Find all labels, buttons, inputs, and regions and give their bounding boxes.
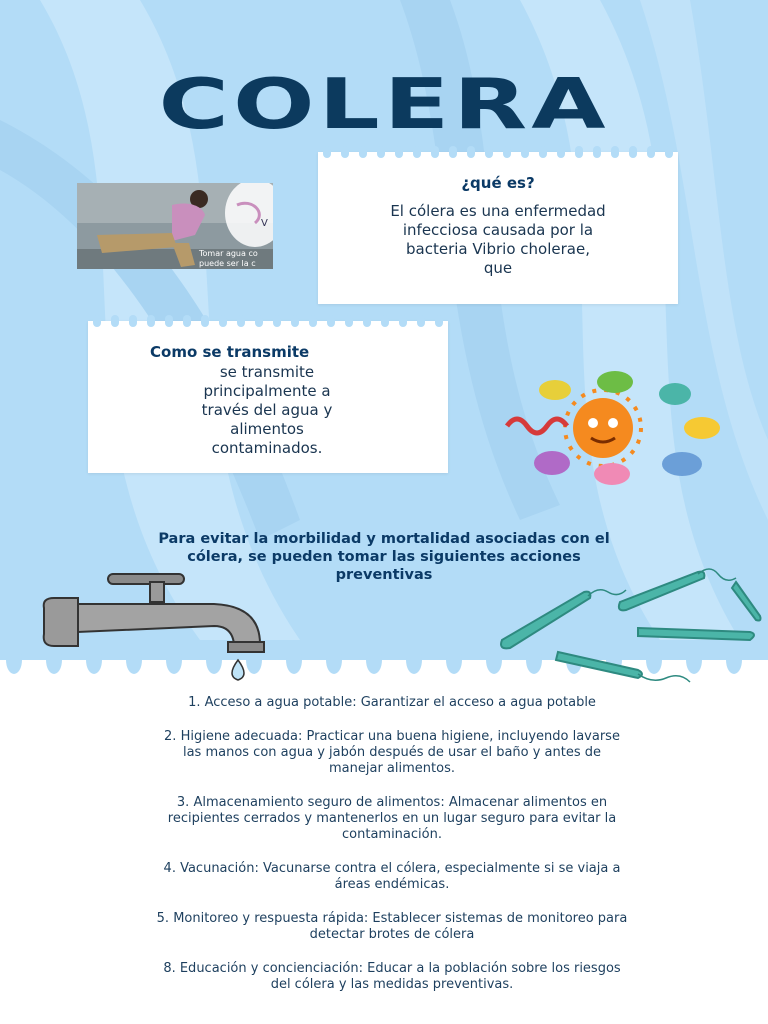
vibrio-bacteria-illustration bbox=[488, 562, 764, 708]
faucet-illustration bbox=[38, 568, 268, 686]
transmite-line: se transmite bbox=[219, 363, 315, 381]
photo-badge: V bbox=[261, 218, 268, 229]
transmite-line: través del agua y bbox=[201, 401, 333, 419]
germ-purple-icon bbox=[534, 451, 570, 475]
card-que-es bbox=[318, 152, 678, 304]
card-holes bbox=[318, 146, 678, 158]
germ-pink-icon bbox=[594, 463, 630, 485]
card-transmite bbox=[88, 321, 448, 473]
prevention-list bbox=[22, 695, 762, 1011]
que-es-heading: ¿qué es? bbox=[461, 174, 535, 192]
germ-green-icon bbox=[597, 371, 633, 393]
germ-teal-icon bbox=[659, 383, 691, 405]
germs-illustration bbox=[497, 368, 737, 490]
photo-caption-2: puede ser la c bbox=[199, 259, 256, 268]
germ-blue-icon bbox=[662, 452, 702, 476]
card-holes bbox=[88, 315, 448, 327]
transmite-line: contaminados. bbox=[211, 439, 323, 457]
list-item: 2. Higiene adecuada: Practicar una buena higiene, incluyendo lavarse las manos con agua y jabón después de usar el baño y antes de manejar alimentos. bbox=[164, 729, 620, 776]
prevention-heading-line: Para evitar la morbilidad y mortalidad asociadas con el bbox=[158, 531, 610, 547]
prevention-heading-line: cólera, se pueden tomar las siguientes acciones bbox=[187, 549, 581, 565]
list-item: 8. Educación y concienciación: Educar a la población sobre los riesgos del cólera y las medidas preventivas. bbox=[163, 961, 621, 992]
photo-caption-1: Tomar agua co bbox=[199, 249, 258, 258]
que-es-line: bacteria Vibrio cholerae, bbox=[406, 240, 590, 258]
germ-yellow2-icon bbox=[684, 417, 720, 439]
que-es-line: infecciosa causada por la bbox=[402, 221, 594, 239]
transmite-line: alimentos bbox=[230, 420, 304, 438]
page-title: COLERA bbox=[158, 63, 610, 145]
que-es-line: que bbox=[483, 259, 513, 277]
list-item: 1. Acceso a agua potable: Garantizar el acceso a agua potable bbox=[188, 695, 596, 710]
germ-yellow-icon bbox=[539, 380, 571, 400]
que-es-line: El cólera es una enfermedad bbox=[390, 202, 606, 220]
list-item: 3. Almacenamiento seguro de alimentos: Almacenar alimentos en recipientes cerrados y mantenerlos en un lugar seguro para evitar la contaminación. bbox=[167, 795, 617, 842]
prevention-heading-line: preventivas bbox=[335, 567, 433, 583]
list-item: 5. Monitoreo y respuesta rápida: Establecer sistemas de monitoreo para detectar brotes de cólera bbox=[156, 911, 628, 942]
germ-orange-icon bbox=[565, 390, 641, 466]
photo-person-drinking bbox=[77, 183, 273, 269]
transmite-line: principalmente a bbox=[203, 382, 331, 400]
list-item: 4. Vacunación: Vacunarse contra el cólera, especialmente si se viaja a áreas endémicas. bbox=[163, 861, 621, 892]
germ-red-icon bbox=[507, 419, 567, 433]
transmite-heading: Como se transmite bbox=[150, 343, 310, 361]
